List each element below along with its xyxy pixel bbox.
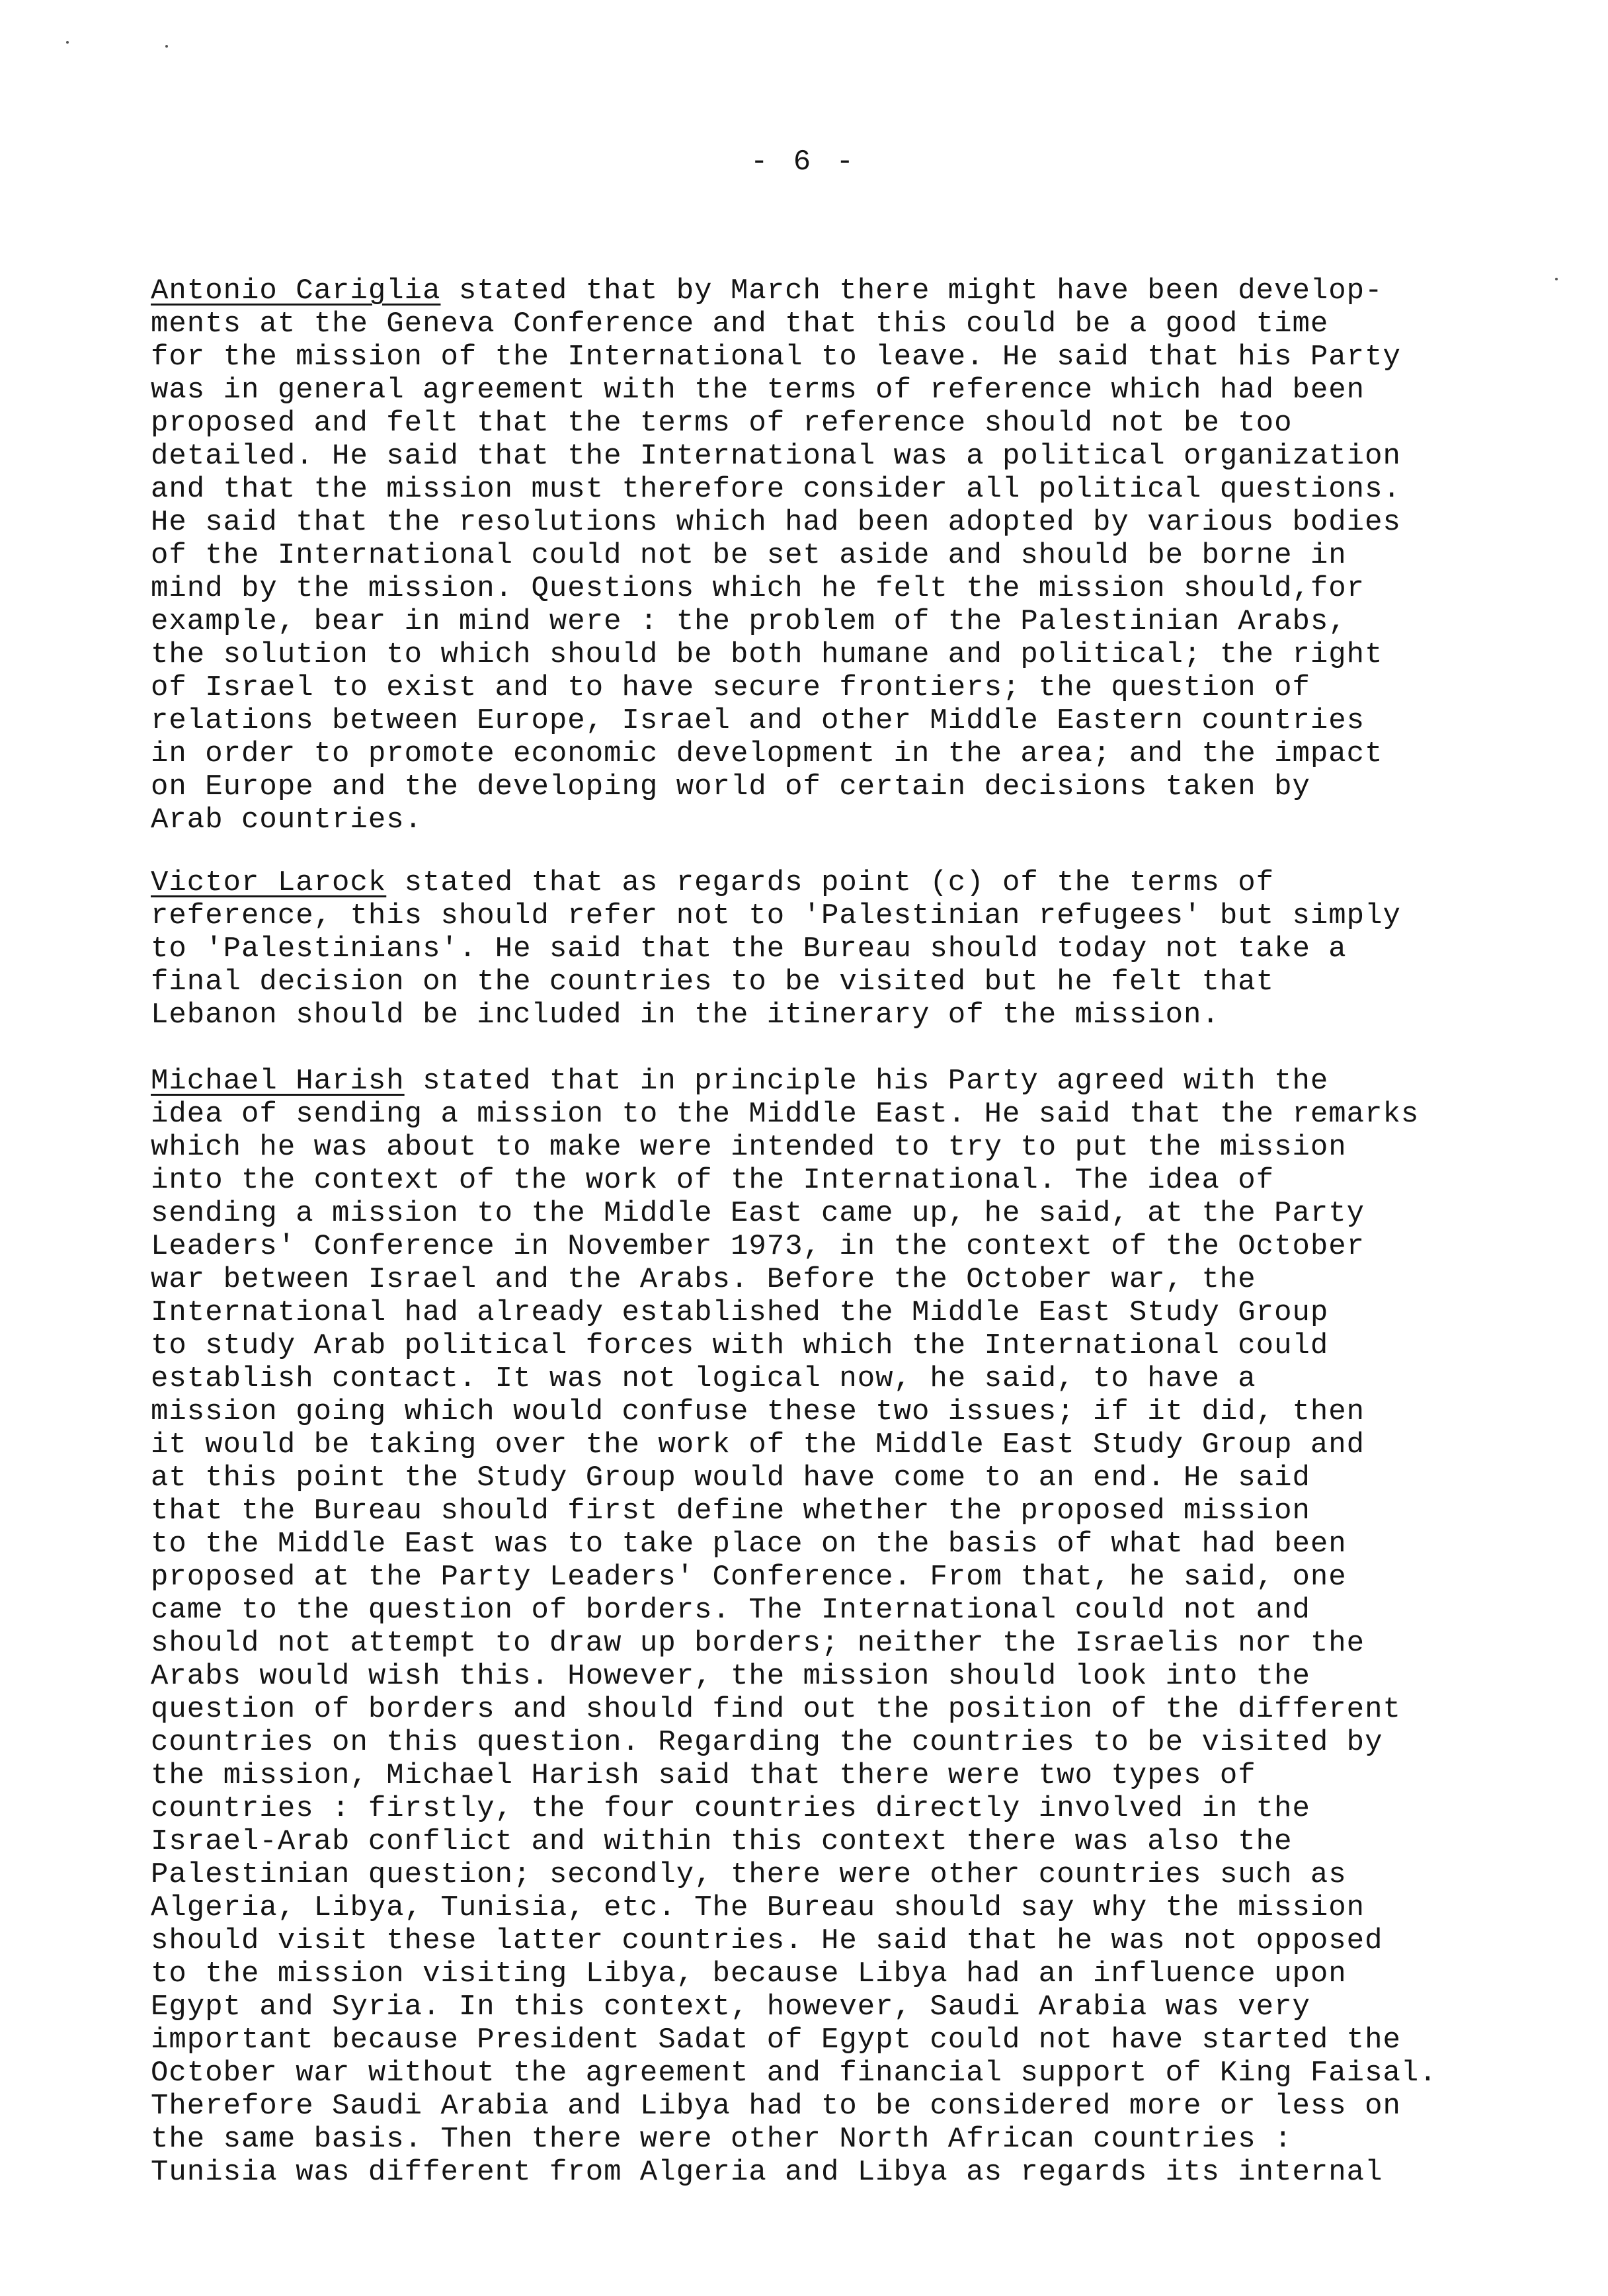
statement-line: reference, this should refer not to 'Palestinian refugees' but simply (151, 899, 1401, 932)
statement-line: question of borders and should find out the position of the different (151, 1693, 1401, 1726)
statement-line: at this point the Study Group would have come to an end. He said (151, 1461, 1310, 1495)
statement-line: of the International could not be set aside and should be borne in (151, 539, 1347, 572)
statement-line: Tunisia was different from Algeria and Libya as regards its internal (151, 2156, 1383, 2189)
statement-cariglia (151, 274, 1566, 837)
statement-line: it would be taking over the work of the Middle East Study Group and (151, 1428, 1365, 1461)
statement-line: Algeria, Libya, Tunisia, etc. The Bureau should say why the mission (151, 1891, 1365, 1924)
statement-line: Israel-Arab conflict and within this context there was also the (151, 1825, 1293, 1858)
statement-line: Leaders' Conference in November 1973, in the context of the October (151, 1230, 1365, 1263)
statement-line: to study Arab political forces with which the International could (151, 1329, 1329, 1362)
statement-line: Arab countries. (151, 803, 423, 837)
statement-line: should visit these latter countries. He said that he was not opposed (151, 1924, 1383, 1957)
statement-line: war between Israel and the Arabs. Before the October war, the (151, 1263, 1256, 1296)
statement-line: to the Middle East was to take place on the basis of what had been (151, 1528, 1347, 1561)
statement-line: ments at the Geneva Conference and that this could be a good time (151, 308, 1329, 341)
scan-speck (165, 45, 168, 48)
statement-line: of Israel to exist and to have secure frontiers; the question of (151, 671, 1310, 704)
statement-line: October war without the agreement and financial support of King Faisal. (151, 2057, 1437, 2090)
statement-line: and that the mission must therefore consider all political questions. (151, 473, 1401, 506)
statement-line: came to the question of borders. The International could not and (151, 1594, 1310, 1627)
speaker-name: Michael Harish (151, 1065, 405, 1098)
statement-line: the solution to which should be both humane and political; the right (151, 638, 1383, 671)
statement-line: Arabs would wish this. However, the mission should look into the (151, 1660, 1310, 1693)
statement-line: Victor Larock stated that as regards point (c) of the terms of (151, 866, 1275, 899)
statement-line: the mission, Michael Harish said that there were two types of (151, 1759, 1256, 1792)
statement-line: final decision on the countries to be visited but he felt that (151, 965, 1275, 999)
statement-line: Lebanon should be included in the itinerary of the mission. (151, 999, 1220, 1032)
statement-line: Michael Harish stated that in principle his Party agreed with the (151, 1065, 1329, 1098)
statement-line: detailed. He said that the International was a political organization (151, 440, 1401, 473)
statement-line: establish contact. It was not logical now, he said, to have a (151, 1362, 1256, 1395)
statement-larock (151, 866, 1566, 1032)
statement-harish (151, 1065, 1566, 2189)
statement-line: into the context of the work of the International. The idea of (151, 1164, 1275, 1197)
statement-line: Therefore Saudi Arabia and Libya had to be considered more or less on (151, 2090, 1401, 2123)
statement-line: Palestinian question; secondly, there were other countries such as (151, 1858, 1347, 1891)
statement-line: countries on this question. Regarding the countries to be visited by (151, 1726, 1383, 1759)
statement-line: the same basis. Then there were other North African countries : (151, 2123, 1293, 2156)
statement-line: Egypt and Syria. In this context, however, Saudi Arabia was very (151, 1990, 1310, 2024)
statement-line: to 'Palestinians'. He said that the Bureau should today not take a (151, 932, 1347, 965)
statement-line: Antonio Cariglia stated that by March there might have been develop- (151, 274, 1383, 308)
statement-line: countries : firstly, the four countries directly involved in the (151, 1792, 1310, 1825)
statement-line: which he was about to make were intended to try to put the mission (151, 1131, 1347, 1164)
statement-line: for the mission of the International to leave. He said that his Party (151, 341, 1401, 374)
speaker-name: Victor Larock (151, 866, 387, 899)
page-number: - 6 - (750, 145, 858, 179)
statement-line: He said that the resolutions which had been adopted by various bodies (151, 506, 1401, 539)
statement-line: idea of sending a mission to the Middle East. He said that the remarks (151, 1098, 1420, 1131)
statement-line: in order to promote economic development in the area; and the impact (151, 737, 1383, 770)
statement-line: proposed at the Party Leaders' Conference. From that, he said, one (151, 1561, 1347, 1594)
statement-line: should not attempt to draw up borders; neither the Israelis nor the (151, 1627, 1365, 1660)
statement-line: proposed and felt that the terms of reference should not be too (151, 407, 1293, 440)
statement-line: important because President Sadat of Egypt could not have started the (151, 2024, 1401, 2057)
statement-line: on Europe and the developing world of certain decisions taken by (151, 770, 1310, 803)
statement-line: mind by the mission. Questions which he felt the mission should,for (151, 572, 1365, 605)
speaker-name: Antonio Cariglia (151, 274, 441, 308)
statement-line: example, bear in mind were : the problem of the Palestinian Arabs, (151, 605, 1347, 638)
statement-line: to the mission visiting Libya, because Libya had an influence upon (151, 1957, 1347, 1990)
statement-line: was in general agreement with the terms of reference which had been (151, 374, 1365, 407)
scan-speck (66, 41, 69, 44)
statement-line: sending a mission to the Middle East came up, he said, at the Party (151, 1197, 1365, 1230)
statement-line: mission going which would confuse these two issues; if it did, then (151, 1395, 1365, 1428)
statement-line: relations between Europe, Israel and other Middle Eastern countries (151, 704, 1365, 737)
statement-line: that the Bureau should first define whether the proposed mission (151, 1495, 1310, 1528)
statement-line: International had already established the Middle East Study Group (151, 1296, 1329, 1329)
